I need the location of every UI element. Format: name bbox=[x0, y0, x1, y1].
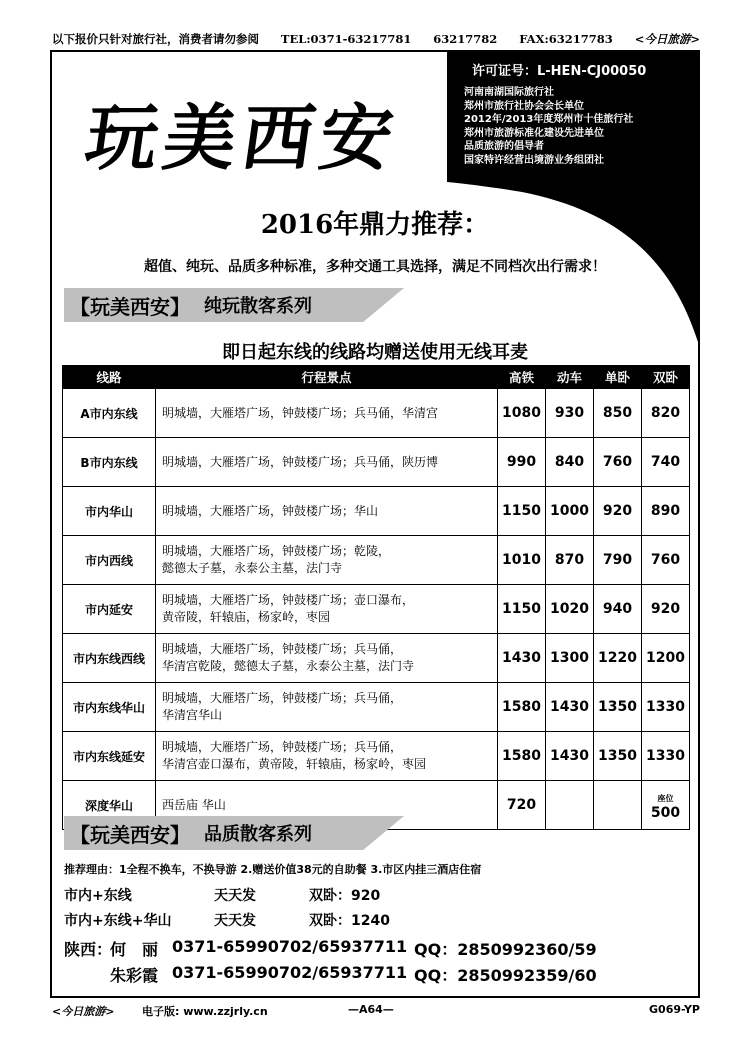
route-name: 市内东线延安 bbox=[63, 732, 156, 781]
contact-qq: QQ：2850992360/59 bbox=[414, 940, 597, 959]
top-tel: TEL:0371-63217781 bbox=[280, 32, 412, 46]
contact-phone: 0371-65990702/65937711 bbox=[172, 963, 408, 982]
table-row bbox=[63, 389, 690, 438]
price-gaotie: 1580 bbox=[498, 732, 546, 781]
price-shuangwo bbox=[642, 683, 690, 732]
sights-line-1: 明城墙，大雁塔广场，钟鼓楼广场；兵马俑，陕历博 bbox=[162, 454, 439, 469]
col-sights: 行程景点 bbox=[156, 366, 498, 389]
price-shuangwo-value: 1200 bbox=[646, 650, 685, 666]
price-danwo: 850 bbox=[594, 389, 642, 438]
section-header-1 bbox=[64, 288, 312, 322]
route-sights bbox=[156, 732, 498, 781]
sights-line-1: 明城墙，大雁塔广场，钟鼓楼广场；兵马俑，华清宫 bbox=[162, 405, 439, 420]
page-frame bbox=[50, 50, 700, 998]
price-gaotie: 1580 bbox=[498, 683, 546, 732]
logo: 玩美西安 bbox=[80, 95, 405, 180]
price-gaotie: 1430 bbox=[498, 634, 546, 683]
price-dongche: 1300 bbox=[546, 634, 594, 683]
price-danwo: 790 bbox=[594, 536, 642, 585]
route-name: 市内华山 bbox=[63, 487, 156, 536]
route-sights bbox=[156, 487, 498, 536]
section-2-title: 【玩美西安】 bbox=[70, 822, 190, 847]
sights-line-2: 黄帝陵，轩辕庙，杨家岭，枣园 bbox=[162, 610, 331, 624]
contact-name: 何 丽 bbox=[110, 940, 159, 959]
headline: 2016年鼎力推荐： bbox=[260, 210, 490, 240]
section-header-2 bbox=[64, 816, 312, 850]
price-shuangwo bbox=[642, 487, 690, 536]
honor-item: 2012年/2013年度郑州市十佳旅行社 bbox=[464, 114, 634, 125]
price-danwo: 760 bbox=[594, 438, 642, 487]
price-danwo bbox=[594, 781, 642, 830]
price-shuangwo-value: 1330 bbox=[646, 748, 685, 764]
section-1-series: 纯玩散客系列 bbox=[204, 296, 312, 317]
route-name: 市内西线 bbox=[63, 536, 156, 585]
table-header-row bbox=[63, 366, 690, 389]
sights-line-2: 华清宫华山 bbox=[162, 708, 223, 722]
table-row bbox=[63, 732, 690, 781]
price-shuangwo bbox=[642, 389, 690, 438]
col-shuangwo: 双卧 bbox=[642, 366, 690, 389]
price-danwo: 920 bbox=[594, 487, 642, 536]
honor-item: 品质旅游的倡导者 bbox=[464, 141, 544, 152]
honor-item: 郑州市旅游标准化建设先进单位 bbox=[464, 127, 604, 139]
price-dongche: 870 bbox=[546, 536, 594, 585]
recommend-reasons: 推荐理由：1全程不换车，不换导游 2.赠送价值38元的自助餐 3.市区内挂三酒店住宿 bbox=[64, 863, 482, 876]
route-sights bbox=[156, 536, 498, 585]
section-1-title: 【玩美西安】 bbox=[70, 294, 190, 319]
col-dongche: 动车 bbox=[546, 366, 594, 389]
price-danwo: 1350 bbox=[594, 683, 642, 732]
table-row bbox=[63, 585, 690, 634]
sights-line-2: 华清宫乾陵，懿德太子墓，永泰公主墓，法门寺 bbox=[162, 659, 415, 673]
sights-line-1: 明城墙，大雁塔广场，钟鼓楼广场；兵马俑， bbox=[162, 691, 403, 705]
contact-qq: QQ：2850992359/60 bbox=[414, 966, 597, 985]
table-row bbox=[63, 438, 690, 487]
price-table bbox=[62, 365, 690, 830]
col-gaotie: 高铁 bbox=[498, 366, 546, 389]
sights-line-1: 明城墙，大雁塔广场，钟鼓楼广场；壶口瀑布， bbox=[162, 593, 415, 607]
top-brand: <今日旅游> bbox=[634, 32, 700, 46]
col-danwo: 单卧 bbox=[594, 366, 642, 389]
honor-item: 国家特许经营出境游业务组团社 bbox=[464, 154, 604, 166]
price-dongche: 1430 bbox=[546, 683, 594, 732]
route-name: B市内东线 bbox=[63, 438, 156, 487]
price-shuangwo-value: 920 bbox=[650, 601, 681, 617]
price-gaotie: 1010 bbox=[498, 536, 546, 585]
contact-phone: 0371-65990702/65937711 bbox=[172, 937, 408, 956]
route-sights bbox=[156, 438, 498, 487]
top-tel2: 63217782 bbox=[433, 32, 498, 46]
top-bar bbox=[52, 30, 700, 48]
sights-line-1: 明城墙，大雁塔广场，钟鼓楼广场；乾陵， bbox=[162, 544, 391, 558]
table-row bbox=[63, 536, 690, 585]
price-shuangwo bbox=[642, 634, 690, 683]
price-shuangwo-value: 740 bbox=[650, 454, 681, 470]
honor-item: 郑州市旅行社协会会长单位 bbox=[464, 100, 584, 112]
price-shuangwo-value: 1330 bbox=[646, 699, 685, 715]
license-number: 许可证号：L-HEN-CJ00050 bbox=[472, 64, 647, 79]
price-gaotie: 720 bbox=[498, 781, 546, 830]
price-gaotie: 1150 bbox=[498, 487, 546, 536]
sights-line-1: 明城墙，大雁塔广场，钟鼓楼广场；兵马俑， bbox=[162, 740, 403, 754]
price-dongche: 1430 bbox=[546, 732, 594, 781]
sights-line-2: 华清宫壶口瀑布，黄帝陵，轩辕庙，杨家岭，枣园 bbox=[162, 757, 427, 771]
table-row bbox=[63, 487, 690, 536]
price-gaotie: 1080 bbox=[498, 389, 546, 438]
section-2-series: 品质散客系列 bbox=[204, 824, 312, 845]
footer-brand: <今日旅游> bbox=[52, 1005, 115, 1018]
price-shuangwo bbox=[642, 781, 690, 830]
price-dongche: 1000 bbox=[546, 487, 594, 536]
footer-site: 电子版: www.zzjrly.cn bbox=[142, 1005, 268, 1018]
price-shuangwo bbox=[642, 585, 690, 634]
honor-item: 河南南湖国际旅行社 bbox=[464, 87, 554, 98]
table-row bbox=[63, 683, 690, 732]
contact-name: 朱彩霞 bbox=[110, 966, 159, 985]
package-frequency: 天天发 bbox=[214, 888, 256, 904]
package-price: 双卧：1240 bbox=[309, 913, 390, 929]
top-fax: FAX:63217783 bbox=[519, 32, 613, 46]
route-sights bbox=[156, 389, 498, 438]
contact-region: 陕西： bbox=[64, 940, 113, 959]
footer-code: G069-YP bbox=[649, 1003, 700, 1016]
route-sights bbox=[156, 585, 498, 634]
route-name: 市内东线华山 bbox=[63, 683, 156, 732]
price-danwo: 1350 bbox=[594, 732, 642, 781]
package-name: 市内+东线+华山 bbox=[64, 913, 172, 929]
package-name: 市内+东线 bbox=[64, 888, 132, 904]
price-shuangwo-value: 760 bbox=[650, 552, 681, 568]
price-danwo: 940 bbox=[594, 585, 642, 634]
notice: 即日起东线的线路均赠送使用无线耳麦 bbox=[222, 342, 528, 363]
price-dongche: 840 bbox=[546, 438, 594, 487]
honors-list bbox=[464, 86, 633, 167]
footer-page: —A64— bbox=[348, 1003, 394, 1016]
price-shuangwo-value: 890 bbox=[650, 503, 681, 519]
subheadline: 超值、纯玩、品质多种标准，多种交通工具选择，满足不同档次出行需求！ bbox=[144, 259, 606, 275]
price-dongche bbox=[546, 781, 594, 830]
price-gaotie: 1150 bbox=[498, 585, 546, 634]
sights-line-1: 明城墙，大雁塔广场，钟鼓楼广场；兵马俑， bbox=[162, 642, 403, 656]
price-shuangwo-value: 500 bbox=[650, 805, 681, 821]
price-shuangwo bbox=[642, 536, 690, 585]
price-dongche: 1020 bbox=[546, 585, 594, 634]
route-name: A市内东线 bbox=[63, 389, 156, 438]
col-route: 线路 bbox=[63, 366, 156, 389]
route-name: 市内延安 bbox=[63, 585, 156, 634]
route-sights bbox=[156, 683, 498, 732]
table-row bbox=[63, 634, 690, 683]
package-frequency: 天天发 bbox=[214, 913, 256, 929]
sights-line-2: 懿德太子墓，永泰公主墓，法门寺 bbox=[162, 561, 343, 575]
price-shuangwo bbox=[642, 438, 690, 487]
route-name: 深度华山 bbox=[63, 781, 156, 830]
top-notice: 以下报价只针对旅行社，消费者请勿参阅 bbox=[52, 32, 259, 46]
price-dongche: 930 bbox=[546, 389, 594, 438]
price-shuangwo bbox=[642, 732, 690, 781]
price-shuangwo-value: 820 bbox=[650, 405, 681, 421]
footer bbox=[52, 1003, 700, 1021]
package-price: 双卧：920 bbox=[309, 888, 381, 904]
route-sights bbox=[156, 634, 498, 683]
seat-label: 座位 bbox=[657, 794, 674, 803]
price-danwo: 1220 bbox=[594, 634, 642, 683]
sights-line-1: 西岳庙 华山 bbox=[162, 797, 226, 812]
sights-line-1: 明城墙，大雁塔广场，钟鼓楼广场；华山 bbox=[162, 503, 379, 518]
route-name: 市内东线西线 bbox=[63, 634, 156, 683]
price-gaotie: 990 bbox=[498, 438, 546, 487]
